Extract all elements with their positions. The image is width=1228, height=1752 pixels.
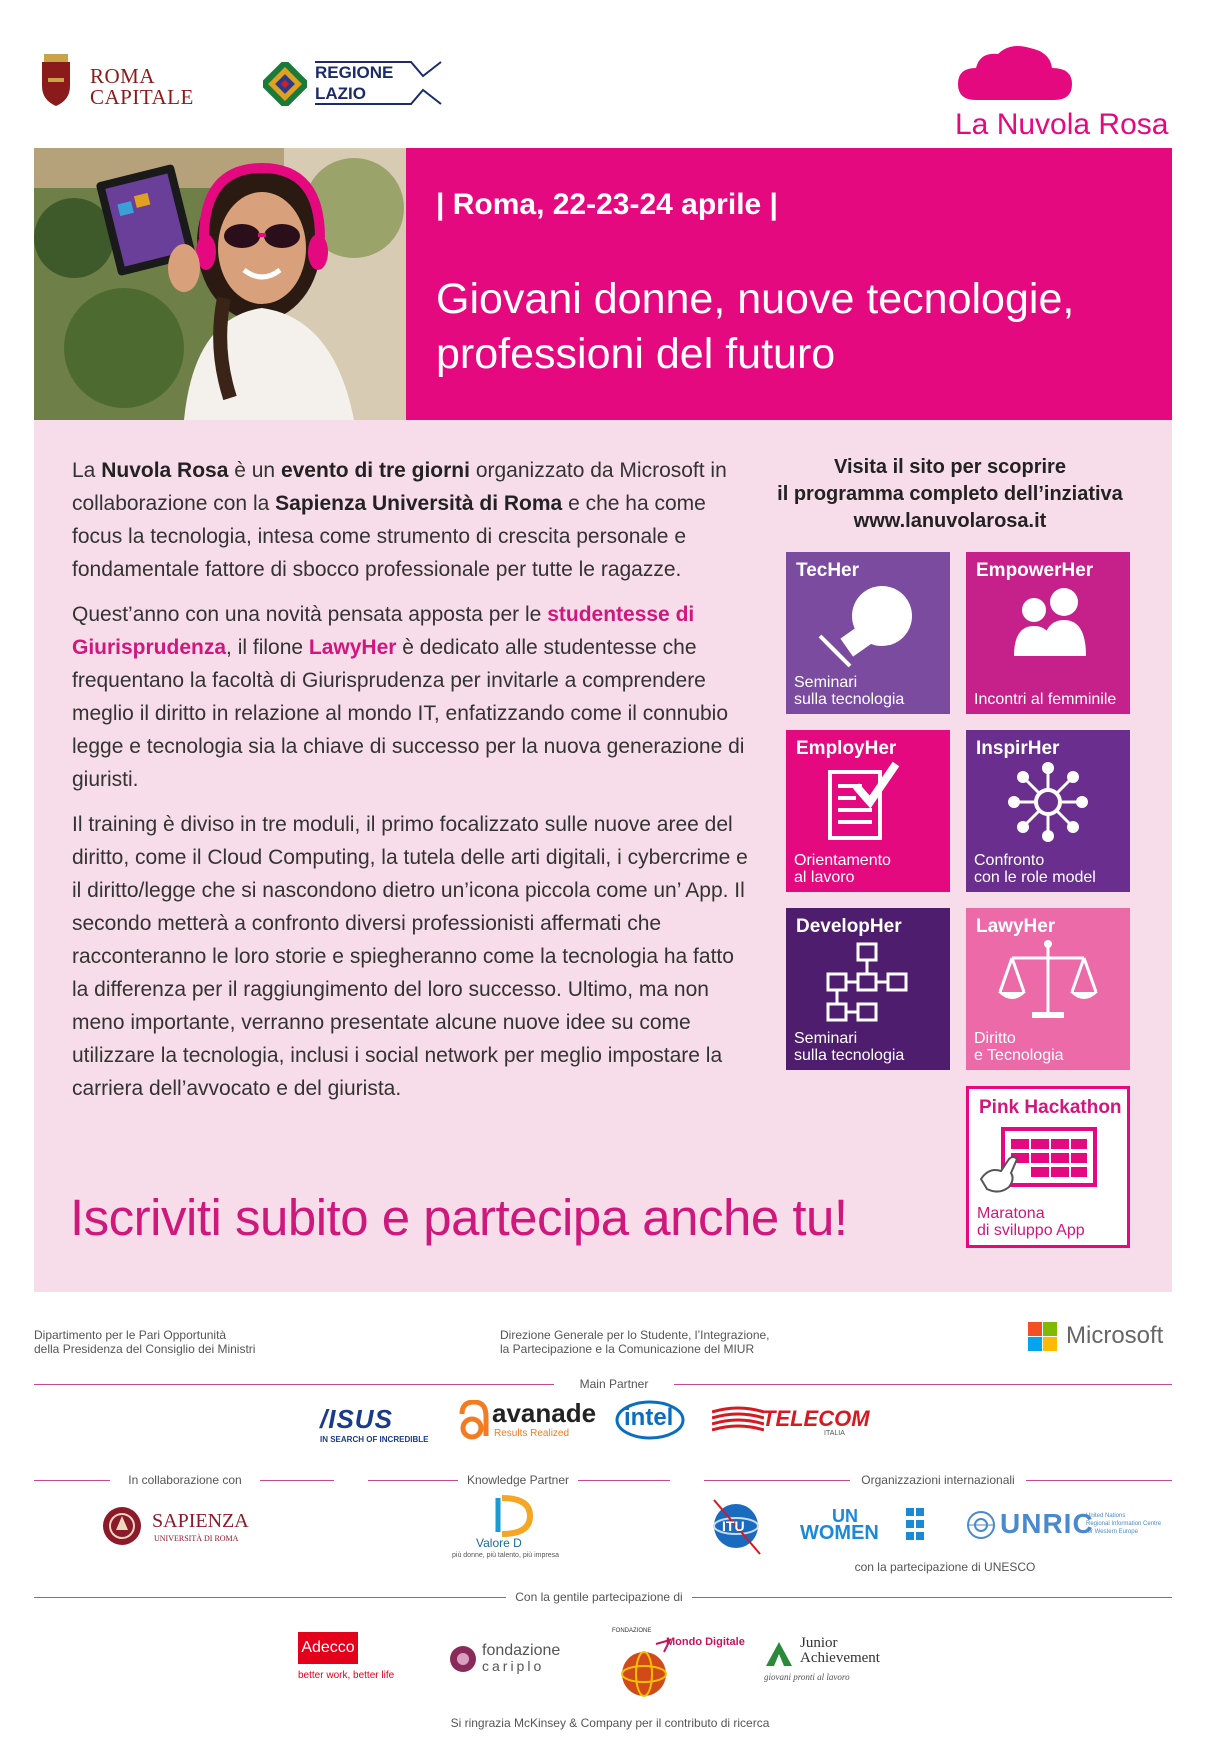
intel-logo [614, 1398, 686, 1442]
mondo-wordmark: Mondo Digitale [666, 1636, 745, 1648]
tile-developher[interactable] [786, 908, 950, 1070]
unric-tag3: for Western Europe [1086, 1529, 1138, 1535]
tile-lawyher-title: LawyHer [976, 916, 1056, 937]
dept2-line1: Direzione Generale per lo Studente, l’Integrazione, [500, 1328, 770, 1342]
asus-logo [320, 1404, 430, 1444]
event-title-line1: Giovani donne, nuove tecnologie, [436, 275, 1075, 323]
dept2-line2: la Partecipazione e la Comunicazione del MIUR [500, 1342, 755, 1356]
event-title [436, 272, 1156, 382]
tile-lawyher-sub2: e Tecnologia [974, 1047, 1064, 1064]
divider-knowledge-right [578, 1480, 670, 1481]
un-emblem-icon [966, 1510, 996, 1540]
label-main-partner: Main Partner [579, 1377, 649, 1391]
ja-line2: Achievement [800, 1650, 880, 1666]
fondazione-cariplo-logo [448, 1642, 578, 1676]
ms-square-green [1043, 1322, 1057, 1336]
divider-intl-left [704, 1480, 850, 1481]
lazio-emblem-icon [263, 62, 307, 106]
lawyher-run-2: , il filone [226, 636, 309, 659]
tile-employher-sub1: Orientamento [794, 852, 891, 869]
tile-developher-title: DevelopHer [796, 916, 902, 937]
dept1-line2: della Presidenza del Consiglio dei Ministri [34, 1342, 256, 1356]
label-gentile-partecipazione: Con la gentile partecipazione di [515, 1590, 683, 1604]
divider-collab-right [260, 1480, 334, 1481]
tile-employher-sub2: al lavoro [794, 869, 855, 886]
tile-pink-hackathon-sub2: di sviluppo App [977, 1222, 1085, 1239]
divider-intl-right [1026, 1480, 1172, 1481]
mondo-globe-icon [616, 1638, 676, 1700]
tile-developher-sub2: sulla tecnologia [794, 1047, 905, 1064]
itu-wordmark: ITU [722, 1518, 745, 1534]
ja-mountain-icon [764, 1640, 794, 1668]
telecom-tagline: ITALIA [824, 1430, 845, 1437]
dept-miur [500, 1328, 770, 1356]
tile-pink-hackathon-title: Pink Hackathon [979, 1097, 1122, 1118]
telecom-wordmark: TELECOM [762, 1406, 870, 1431]
roma-line1: ROMA [90, 64, 156, 88]
valore-d-tagline: più donne, più talento, più impresa [452, 1552, 560, 1559]
cariplo-line1: fondazione [482, 1642, 561, 1659]
un-women-grid-icon [906, 1508, 926, 1542]
lazio-line2: LAZIO [315, 84, 366, 103]
adecco-tagline: better work, better life [298, 1670, 395, 1681]
event-title-line2: professioni del futuro [436, 330, 836, 378]
divider-gentile-left [34, 1597, 506, 1598]
divider-main-right [674, 1384, 1172, 1385]
valore-d-wordmark: Valore D [476, 1536, 522, 1550]
unric-logo [966, 1508, 1172, 1544]
tile-techer-sub1: Seminari [794, 674, 858, 691]
tile-inspirher-subtitle [974, 852, 1096, 886]
unric-tagline [1086, 1512, 1161, 1536]
sapienza-tagline: UNIVERSITÀ DI ROMA [154, 1534, 239, 1543]
divider-knowledge-left [368, 1480, 458, 1481]
divider-main-left [34, 1384, 554, 1385]
microsoft-logo [1028, 1320, 1178, 1352]
call-to-action: Iscriviti subito e partecipa anche tu! [70, 1189, 848, 1246]
ms-square-red [1028, 1322, 1042, 1336]
tile-pink-hackathon-sub1: Maratona [977, 1205, 1045, 1222]
cariplo-line2: cariplo [482, 1658, 545, 1674]
avanade-tagline: Results Realized [494, 1428, 570, 1439]
tile-lawyher[interactable] [966, 908, 1130, 1070]
label-collaborazione: In collaborazione con [128, 1473, 242, 1487]
asus-wordmark: /ISUS [320, 1404, 393, 1434]
sapienza-logo [102, 1504, 262, 1550]
thanks-note: Si ringrazia McKinsey & Company per il contributo di ricerca [450, 1716, 770, 1730]
mondo-digitale-logo [612, 1618, 745, 1708]
lazio-line1: REGIONE [315, 63, 394, 82]
valore-d-logo [448, 1494, 578, 1566]
lawyher-run-4: è dedicato alle studentesse che frequentano la facoltà di Giurisprudenza per invitarle a comprendere meglio il diritto in relazione al mondo IT, enfatizzando come il connubio legge e tecnologia sia la chiave di successo per la nuova generazione di giuristi. [72, 636, 745, 791]
divider-collab-left [34, 1480, 110, 1481]
site-url-link[interactable]: www.lanuvolarosa.it [853, 510, 1047, 532]
intro-run-4: organizzato da Microsoft in collaborazione con la [72, 459, 727, 515]
tile-lawyher-sub1: Diritto [974, 1030, 1016, 1047]
un-women-line2: WOMEN [800, 1522, 879, 1544]
event-date: | Roma, 22-23-24 aprile | [436, 188, 778, 221]
junior-achievement-logo [764, 1636, 894, 1686]
woman-with-tablet-image [34, 148, 406, 420]
tile-employher[interactable] [786, 730, 950, 892]
dept1-line1: Dipartimento per le Pari Opportunità [34, 1328, 227, 1342]
adecco-logo [296, 1632, 416, 1688]
unric-tag1: United Nations [1086, 1513, 1126, 1519]
intro-run-1: Nuvola Rosa [101, 459, 229, 482]
paragraph-training: Il training è diviso in tre moduli, il primo focalizzato sulle nuove aree del diritto, come il Cloud Computing, la tutela delle arti digitali, i cybercrime e il diritto/legge che si nascondono dietro un’icona piccola come un’ App. Il secondo metterà a confronto diversi professionisti affermati che racconteranno le loro storie e spiegheranno come la tecnologia ha fatto la differenza per il raggiungimento del loro successo. Ultimo, ma non meno importante, verranno presentate alcune nuove idee su come utilizzare la tecnologia, inclusi i social network per meglio impostare la carriera dell’avvocato e del giurista. [72, 813, 748, 1100]
ja-tagline: giovani pronti al lavoro [764, 1672, 850, 1682]
ja-wordmark [800, 1636, 880, 1666]
tile-empowerher-title: EmpowerHer [976, 560, 1094, 581]
telecom-stripes-icon [712, 1406, 764, 1434]
sapienza-wordmark: SAPIENZA [152, 1510, 249, 1532]
cloud-icon [958, 42, 1074, 102]
intel-wordmark: intel [624, 1404, 674, 1431]
tile-techer-subtitle [794, 674, 904, 708]
paragraph-intro [72, 454, 752, 586]
brand-name: La Nuvola Rosa [955, 108, 1169, 141]
intro-run-6: e che ha come focus la tecnologia, intesa come strumento di crescita personale e fondamentale fattore di sbocco professionale per tutte le ragazze. [72, 492, 706, 581]
hero-photo [34, 148, 406, 420]
dept-pari-opportunita [34, 1328, 255, 1356]
tile-inspirher-title: InspirHer [976, 738, 1060, 759]
tile-inspirher-sub2: con le role model [974, 869, 1096, 886]
tile-developher-sub1: Seminari [794, 1030, 858, 1047]
mondo-small-label: FONDAZIONE [612, 1628, 652, 1634]
ja-line1: Junior [800, 1635, 838, 1651]
microsoft-wordmark: Microsoft [1066, 1322, 1164, 1349]
roma-capitale-logo [36, 48, 216, 110]
tile-pink-hackathon-subtitle [977, 1205, 1085, 1239]
unric-tag2: Regional Information Centre [1086, 1521, 1162, 1527]
intro-run-5: Sapienza Università di Roma [275, 492, 563, 515]
ms-square-yellow [1043, 1337, 1057, 1351]
lawyher-run-0: Quest’anno con una novità pensata apposta per le [72, 603, 548, 626]
tile-empowerher-sub1: Incontri al femminile [974, 691, 1117, 708]
valore-d-mark-icon [472, 1494, 542, 1538]
intro-run-2: è un [228, 459, 281, 482]
nuvola-rosa-logo [955, 42, 1175, 142]
hero-band [406, 148, 1172, 420]
itu-logo [708, 1496, 766, 1556]
unesco-note: con la partecipazione di UNESCO [854, 1560, 1036, 1574]
unric-wordmark: UNRIC [1000, 1508, 1094, 1539]
tile-empowerher-subtitle [974, 691, 1116, 708]
un-women-logo [800, 1506, 930, 1546]
regione-lazio-logo [263, 56, 443, 110]
adecco-wordmark: Adecco [298, 1632, 358, 1664]
tile-techer[interactable] [786, 552, 950, 714]
roma-line2: CAPITALE [90, 85, 194, 109]
tile-techer-title: TecHer [796, 560, 860, 581]
visit-site-block [760, 454, 1140, 535]
ms-square-blue [1028, 1337, 1042, 1351]
divider-gentile-right [692, 1597, 1172, 1598]
paragraph-lawyher [72, 598, 752, 796]
tile-employher-subtitle [794, 852, 891, 886]
cariplo-circle-icon [448, 1644, 478, 1674]
lawyher-run-3: LawyHer [308, 636, 397, 659]
tile-inspirher[interactable] [966, 730, 1130, 892]
un-women-line1: UN [832, 1506, 858, 1526]
lawyher-run-1: studentesse di Giurisprudenza [72, 603, 695, 659]
sapienza-seal-icon [102, 1504, 142, 1548]
tile-employher-title: EmployHer [796, 738, 897, 759]
body-text [72, 454, 752, 1117]
label-knowledge-partner: Knowledge Partner [466, 1473, 570, 1487]
avanade-icon [456, 1400, 490, 1440]
intro-run-0: La [72, 459, 102, 482]
tile-developher-subtitle [794, 1030, 904, 1064]
label-organizzazioni: Organizzazioni internazionali [861, 1473, 1015, 1487]
tile-empowerher[interactable] [966, 552, 1130, 714]
tile-lawyher-subtitle [974, 1030, 1064, 1064]
visit-line2: il programma completo dell’inziativa [777, 483, 1123, 505]
roma-shield-icon [36, 52, 76, 108]
asus-tagline: IN SEARCH OF INCREDIBLE [320, 1435, 429, 1444]
visit-line1: Visita il sito per scoprire [834, 456, 1066, 478]
tile-pink-hackathon[interactable] [966, 1086, 1130, 1248]
tile-inspirher-sub1: Confronto [974, 852, 1045, 869]
intro-run-3: evento di tre giorni [280, 459, 470, 482]
avanade-wordmark: avanade [492, 1398, 597, 1428]
tile-techer-sub2: sulla tecnologia [794, 691, 905, 708]
